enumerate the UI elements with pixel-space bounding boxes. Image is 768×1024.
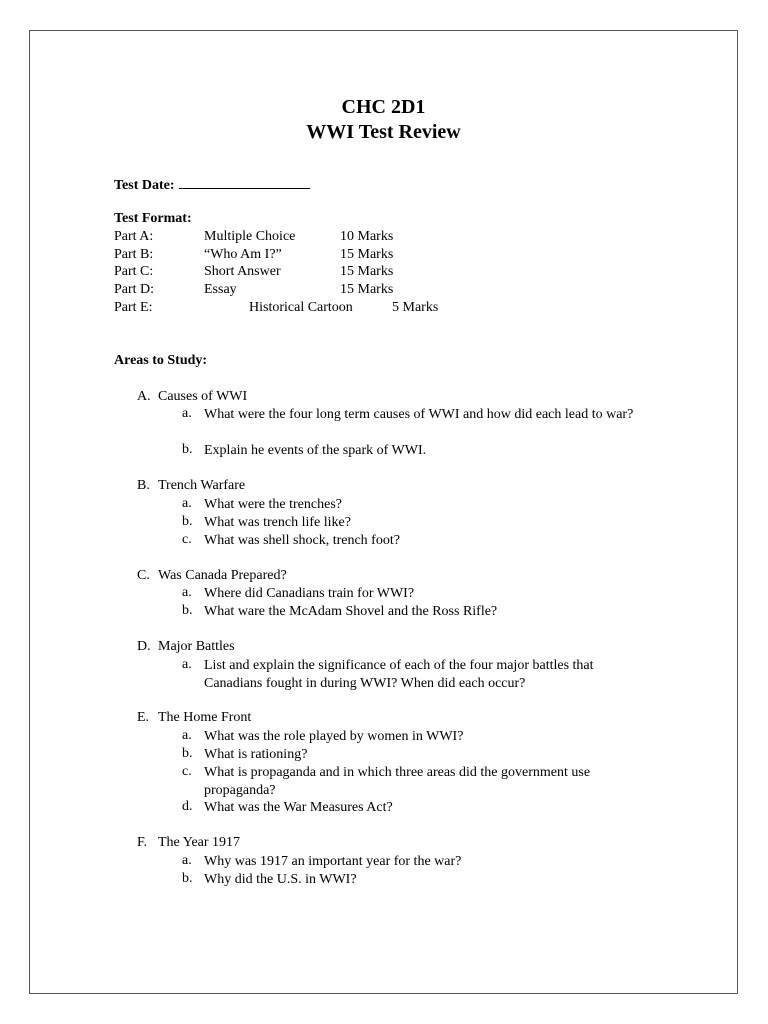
question-letter: a. [182, 657, 192, 672]
format-part-marks: 15 Marks [340, 264, 394, 279]
section-letter: A. [137, 389, 151, 404]
question-text: What were the trenches? [204, 497, 342, 512]
section-letter: D. [137, 639, 151, 654]
section-label: The Year 1917 [158, 835, 241, 850]
section-label: Was Canada Prepared? [158, 568, 287, 583]
format-part-type: Short Answer [204, 264, 281, 279]
areas-to-study-heading: Areas to Study: [114, 353, 208, 368]
question-text: Where did Canadians train for WWI? [204, 586, 415, 601]
question-text: List and explain the significance of each of the four major battles that Canadians fought in during WWI? When did each occur? [204, 658, 594, 691]
format-part-marks: 15 Marks [340, 247, 394, 262]
question-text: Why did the U.S. in WWI? [204, 872, 357, 887]
question-letter: a. [182, 728, 192, 743]
format-part-type: “Who Am I?” [204, 247, 282, 262]
section-letter: B. [137, 478, 150, 493]
test-format-heading: Test Format: [114, 211, 192, 226]
section-letter: F. [137, 835, 148, 850]
question-letter: c. [182, 532, 192, 547]
question-letter: b. [182, 442, 193, 457]
format-part-label: Part E: [114, 300, 153, 315]
section-label: Major Battles [158, 639, 235, 654]
question-letter: b. [182, 603, 193, 618]
question-letter: a. [182, 585, 192, 600]
test-date-blank [179, 176, 310, 189]
question-text: Why was 1917 an important year for the war? [204, 854, 462, 869]
question-letter: a. [182, 406, 192, 421]
question-text: What is rationing? [204, 747, 308, 762]
question-text: What was the role played by women in WWI? [204, 729, 464, 744]
question-text: What was the War Measures Act? [204, 800, 393, 815]
question-letter: c. [182, 764, 192, 779]
format-part-type: Essay [204, 282, 237, 297]
test-date-line [114, 176, 310, 194]
question-letter: a. [182, 496, 192, 511]
format-part-marks: 10 Marks [340, 229, 394, 244]
format-part-marks: 15 Marks [340, 282, 394, 297]
format-part-marks: 5 Marks [392, 300, 439, 315]
section-label: Causes of WWI [158, 389, 248, 404]
question-letter: b. [182, 514, 193, 529]
section-label: The Home Front [158, 710, 252, 725]
test-date-label: Test Date: [114, 178, 175, 193]
page-title: WWI Test Review [306, 121, 461, 143]
question-text: What was shell shock, trench foot? [204, 533, 400, 548]
format-part-label: Part C: [114, 264, 154, 279]
format-part-label: Part A: [114, 229, 154, 244]
question-text: What ware the McAdam Shovel and the Ross Rifle? [204, 604, 498, 619]
course-code: CHC 2D1 [341, 96, 426, 118]
question-letter: d. [182, 799, 193, 814]
question-text: What were the four long term causes of WWI and how did each lead to war? [204, 407, 634, 422]
question-letter: a. [182, 853, 192, 868]
question-letter: b. [182, 871, 193, 886]
format-part-label: Part B: [114, 247, 154, 262]
question-text: What was trench life like? [204, 515, 351, 530]
section-letter: E. [137, 710, 150, 725]
question-letter: b. [182, 746, 193, 761]
question-text: What is propaganda and in which three areas did the government use propaganda? [204, 765, 591, 798]
question-text: Explain he events of the spark of WWI. [204, 443, 427, 458]
section-label: Trench Warfare [158, 478, 246, 493]
section-letter: C. [137, 568, 150, 583]
document-page [29, 30, 738, 994]
format-part-label: Part D: [114, 282, 155, 297]
format-part-type: Multiple Choice [204, 229, 296, 244]
format-part-type: Historical Cartoon [249, 300, 353, 315]
